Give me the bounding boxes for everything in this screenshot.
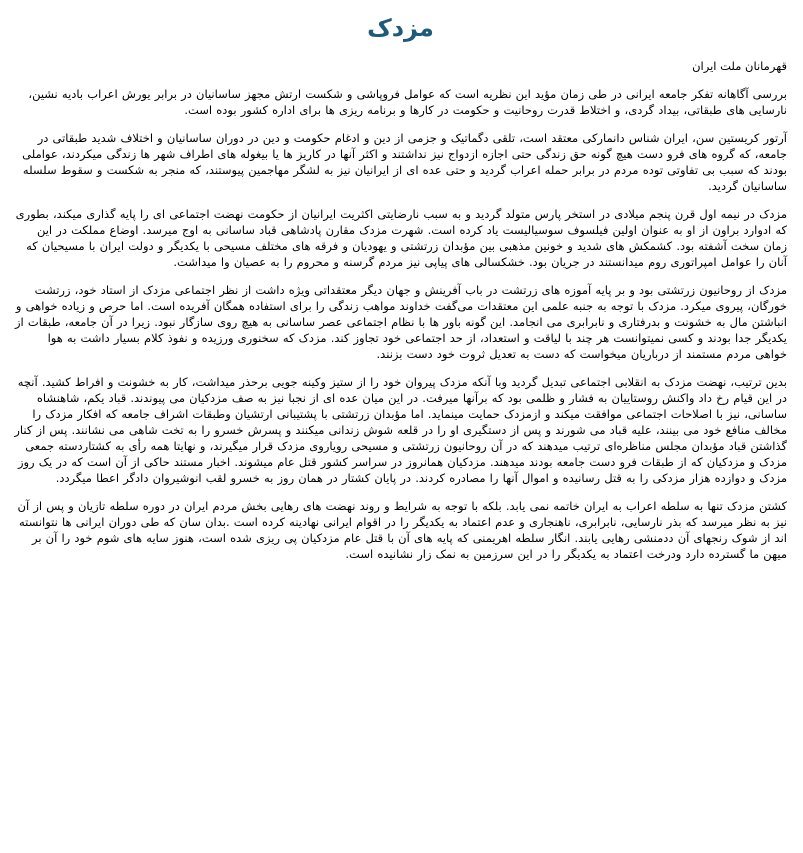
paragraph-4: مزدک از روحانیون زرتشتی بود و بر پایه آموزه های زرتشت در باب آفرینش و جهان دیگر معتقداتی ویژه داشت از نظر اجتماعی مزدک از استاد خود، زرتشت خورگان، پیروی میکرد. مزدک با توجه به جنبه علمی این معتقدات می‌گفت خداوند مواهب زندگی را برای استفاده همگان آفریده است. اما حرص و زیاده خواهی و انباشتن مال به خشونت و بدرفتاری و نابرابری می انجامد. این گونه باور ها با نظام اجتماعی عصر ساسانی به هیچ روی سازگار نبود. زیرا در آن جامعه، طبقات از یکدیگر جدا بودند و کسی نمیتوانست هر چند با لیاقت و استعداد، از حد اجتماعی خود تجاوز کند. مزدک که سخنوری ورزیده و نفوذ کلام بسیار داشت به هوا خواهی مردم مستمند از درباریان میخواست که دست به تعدیل ثروت خود دست بزنند.	[14, 283, 787, 361]
paragraph-6: کشتن مزدک تنها به سلطه اعراب به ایران خاتمه نمی یابد. بلکه با توجه به شرایط و روند نهضت های رهایی بخش مردم ایران در دوره سلطه تازیان و پس از آن نیز به نظر میرسد که بذر نارسایی، نابرابری، ناهنجاری و عدم اعتماد به یکدیگر را در اقوام ایرانی نهادینه کرده است .بدان سان که طی دوران ایرانی ها نتوانسته اند از شوک رنجهای آن ددمنشی رهایی یابند. انگار سلطه اهریمنی که پایه های آن با قتل عام مزدکیان پی ریزی شده است، هنوز سایه های شوم خود را آن بر میهن ما گسترده دارد ودرخت اعتماد به یکدیگر را در این سرزمین به نمک زار نشانیده است.	[17, 499, 787, 561]
page-title: مزدک	[367, 14, 434, 42]
paragraph-1: بررسی آگاهانه تفکر جامعه ایرانی در طی زمان مؤید این نظریه است که عوامل فروپاشی و شکست ارتش مجهز ساسانیان در برابر یورش اعراب بادیه نشین، نارسایی های طبقاتی، بیداد گردی، و اختلاط قدرت روحانیت و حکومت در کارها و برنامه ریزی ها برای اداره کشور بوده است.	[28, 87, 787, 117]
paragraph-3: مزدک در نیمه اول قرن پنجم میلادی در استخر پارس متولد گردید و به سبب نارضایتی اکثریت ایرانیان از حکومت نهضت اجتماعی ای را پایه گذاری میکند، بطوری که ادوارد براون از او به عنوان اولین فیلسوف سوسیالیست یاد کرده است. شهرت مزدک مقارن پادشاهی قباد ساسانی به اوج میرسد. اوضاع مملکت در این زمان سخت آشفته بود. کشمکش های شدید و خونین مذهبی بین مؤبدان زرتشتی و یهودیان و فرقه های مختلف مسیحی با یکدیگر و دولت ایران با مسیحیان که آنان را عوامل امپراتوری روم میدانستند در جریان بود. خشکسالی های پیاپی نیز مردم گرسنه و محروم را به عصیان وا میداشت.	[15, 207, 787, 269]
paragraph-2: آرتور کریستین سن، ایران شناس دانمارکی معتقد است، تلقی دگماتیک و جزمی از دین و ادغام حکومت و دین در دوران ساسانیان و اختلاف شدید طبقاتی در جامعه، که گروه های فرو دست هیچ گونه حق زندگی حتی اجازه ازدواج نیز نداشتند و اکثر آنها در کاریز ها یا بیغوله های اطراف شهر ها زندگی میکردند، عواملی بودند که سبب بی تفاوتی توده مردم در برابر حمله اعراب گردید و حتی عده ای از ایرانیان نیز به لشگر مهاجمین پیوستند، که منجر به شکست و سقوط سلسله ساسانیان گردید.	[22, 131, 787, 193]
page-subtitle: قهرمانان ملت ایران	[692, 59, 787, 73]
paragraph-5: بدین ترتیب، نهضت مزدک به انقلابی اجتماعی تبدیل گردید وبا آنکه مزدک پیروان خود را از ستیز وکینه جویی برحذر میداشت، کار به خشونت و افراط کشید. آنچه در این قیام رخ داد واکنش روستاییان به فشار و ظلمی بود که برآنها میرفت. در این میان عده ای از نجبا نیز به صف مزدکیان می پیوندند. قباد یکم، شاهنشاه ساسانی، نیز با اصلاحات اجتماعی موافقت میکند و ازمزدک حمایت مینماید. اما مؤبدان زرتشتی با پشتیبانی ارتشیان وطبقات اشراف جامعه که افکار مزدک را مخالف منافع خود می بینند، علیه قباد می شورند و پس از دستگیری او را در قلعه شوش زندانی میکنند و پسرش خسرو را به تخت شاهی می نشانند. پس از کنار گذاشتن قباد مؤبدان مجلس مناظره‌ای ترتیب میدهند که در آن روحانیون زرتشتی و مسیحی رویاروی مزدک قرار میگیرند، و نهایتا همه رأی به کشتاردسته جمعی مزدک و مزدکیان که از طبقات فرو دست جامعه بودند میدهند. مزدکیان همانروز در سراسر کشور قتل عام میشوند. اخبار مستند حاکی از آن است که در یک روز مزدک و دوازده هزار مزدکی را به قتل رسانیده و اموال آنها را مصادره کردند. در پایان کشتار در همان روز به خسرو لقب انوشیروان دادگر اعطا میگردد.	[14, 375, 787, 485]
